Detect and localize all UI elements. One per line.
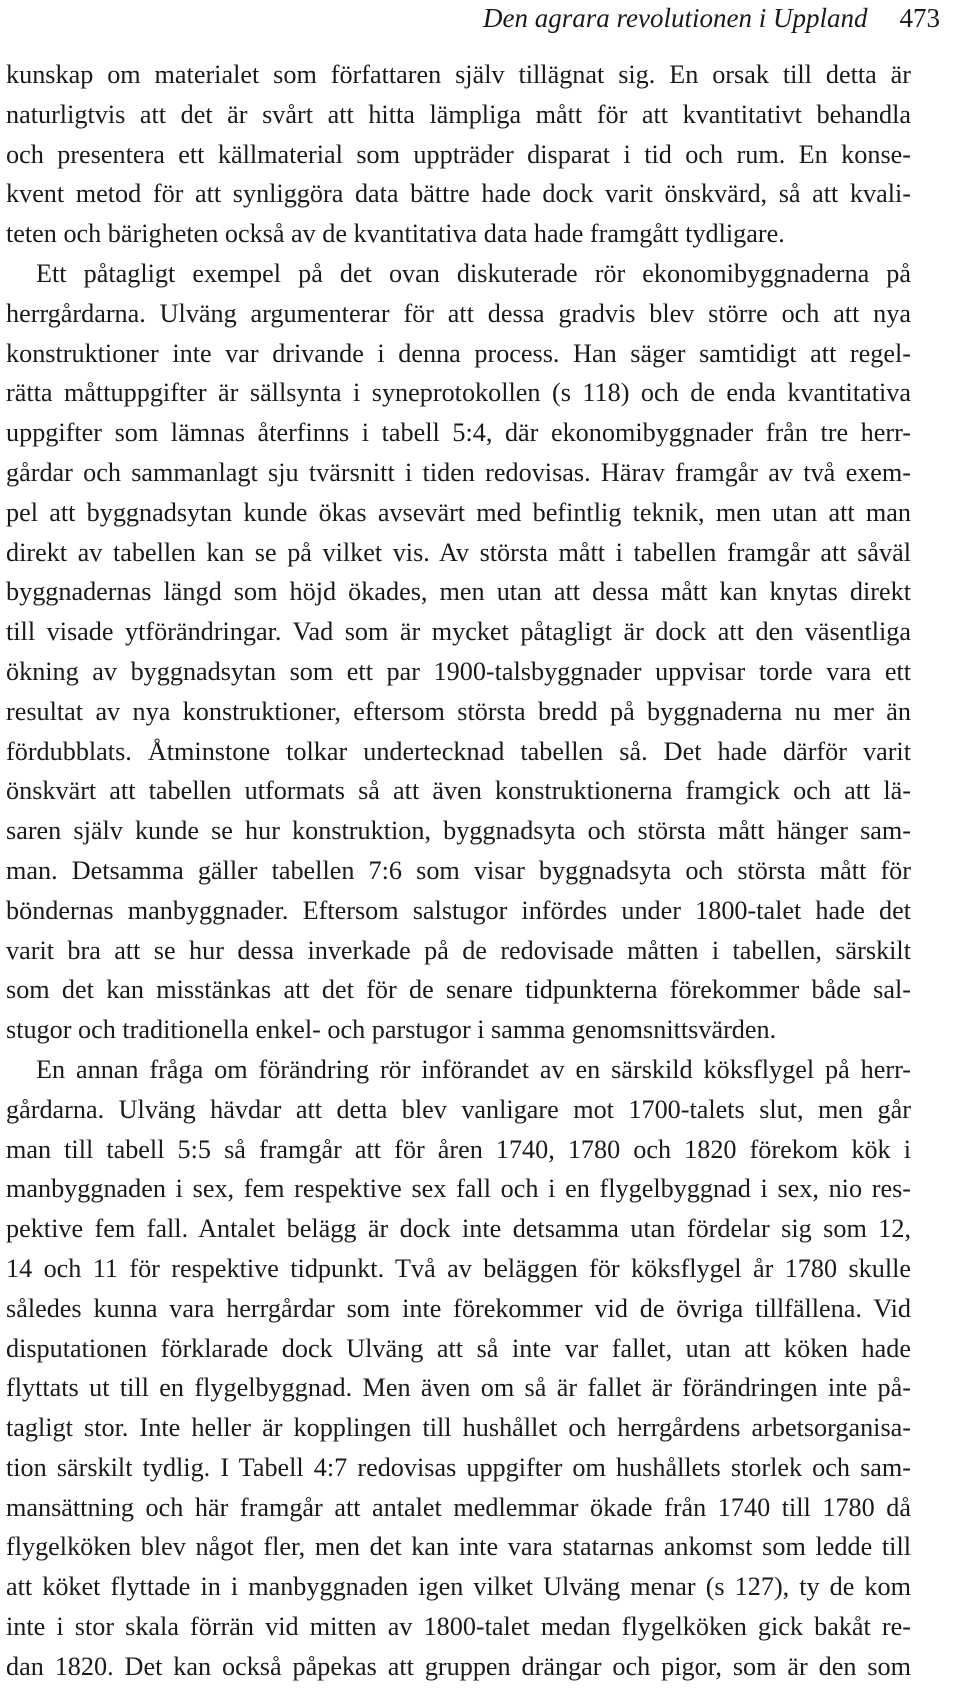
text-line: rätta måttuppgifter är sällsynta i syneprotokollen (s 118) och de enda kvantitativa (6, 378, 911, 408)
text-line: kvent metod för att synliggöra data bättre hade dock varit önskvärd, så att kvali- (6, 179, 911, 209)
page-number: 473 (899, 3, 940, 33)
text-line: till visade ytförändringar. Vad som är mycket påtagligt är dock att den väsentliga (6, 617, 911, 647)
text-line: mansättning och här framgår att antalet medlemmar ökade från 1740 till 1780 då (6, 1492, 911, 1522)
text-line: böndernas manbyggnader. Eftersom salstugor infördes under 1800-talet hade det (6, 895, 911, 925)
text-line: önskvärt att tabellen utformats så att även konstruktionerna framgick och att lä- (6, 776, 911, 806)
text-line: kunskap om materialet som författaren själv tillägnat sig. En orsak till detta är (6, 60, 911, 89)
running-head (483, 0, 940, 36)
text-line: naturligtvis att det är svårt att hitta lämpliga mått för att kvantitativt behandla (6, 99, 911, 129)
running-title: Den agrara revolutionen i Uppland (483, 3, 868, 33)
text-line: konstruktioner inte var drivande i denna process. Han säger samtidigt att regel- (6, 338, 911, 368)
text-line: fördubblats. Åtminstone tolkar undertecknad tabellen så. Det hade därför varit (6, 736, 911, 766)
text-line: disputationen förklarade dock Ulväng att så inte var fallet, utan att köken hade (6, 1333, 911, 1363)
text-line: man till tabell 5:5 så framgår att för åren 1740, 1780 och 1820 förekom kök i (6, 1134, 911, 1164)
text-line: tagligt stor. Inte heller är kopplingen till hushållet och herrgårdens arbetsorganisa- (6, 1413, 911, 1443)
text-line: och presentera ett källmaterial som uppträder disparat i tid och rum. En konse- (6, 139, 911, 169)
text-line: att köket flyttade in i manbyggnaden igen vilket Ulväng menar (s 127), ty de kom (6, 1572, 911, 1602)
text-line: som det kan misstänkas att det för de senare tidpunkterna förekommer både sal- (6, 975, 911, 1005)
text-line: inte i stor skala förrän vid mitten av 1800-talet medan flygelköken gick bakåt re- (6, 1612, 911, 1642)
text-line: direkt av tabellen kan se på vilket vis. Av största mått i tabellen framgår att såväl (6, 537, 911, 567)
text-line: pektive fem fall. Antalet belägg är dock inte detsamma utan fördelar sig som 12, (6, 1214, 911, 1244)
text-line: gårdar och sammanlagt sju tvärsnitt i tiden redovisas. Härav framgår av två exem- (6, 457, 911, 487)
text-line: herrgårdarna. Ulväng argumenterar för att dessa gradvis blev större och att nya (6, 298, 911, 328)
text-line: En annan fråga om förändring rör införandet av en särskild köksflygel på herr- (36, 1054, 911, 1084)
text-line: flygelköken blev något fler, men det kan inte vara statarnas ankomst som ledde till (6, 1532, 911, 1562)
text-line: man. Detsamma gäller tabellen 7:6 som visar byggnadsyta och största mått för (6, 855, 911, 885)
text-line: resultat av nya konstruktioner, eftersom största bredd på byggnaderna nu mer än (6, 696, 911, 726)
text-line: teten och bärigheten också av de kvantitativa data hade framgått tydligare. (6, 219, 785, 249)
text-line: gårdarna. Ulväng hävdar att detta blev vanligare mot 1700-talets slut, men går (6, 1094, 911, 1124)
text-line: byggnadernas längd som höjd ökades, men utan att dessa mått kan knytas direkt (6, 577, 911, 607)
text-line: pel att byggnadsytan kunde ökas avsevärt med befintlig teknik, men utan att man (6, 497, 911, 527)
text-line: uppgifter som lämnas återfinns i tabell 5:4, där ekonomibyggnader från tre herr- (6, 418, 911, 448)
text-line: 14 och 11 för respektive tidpunkt. Två av beläggen för köksflygel år 1780 skulle (6, 1253, 911, 1283)
text-line: tion särskilt tydlig. I Tabell 4:7 redovisas uppgifter om hushållets storlek och sam- (6, 1452, 911, 1482)
text-line: Ett påtagligt exempel på det ovan diskuterade rör ekonomibyggnaderna på (36, 258, 911, 288)
text-line: manbyggnaden i sex, fem respektive sex fall och i en flygelbyggnad i sex, nio res- (6, 1174, 911, 1204)
text-line: stugor och traditionella enkel- och parstugor i samma genomsnittsvärden. (6, 1015, 777, 1045)
text-line: flyttats ut till en flygelbyggnad. Men även om så är fallet är förändringen inte på- (6, 1373, 911, 1403)
text-line: varit bra att se hur dessa inverkade på de redovisade måtten i tabellen, särskilt (6, 935, 911, 965)
text-line: dan 1820. Det kan också påpekas att gruppen drängar och pigor, som är den som (6, 1651, 911, 1681)
text-line: saren själv kunde se hur konstruktion, byggnadsyta och största mått hänger sam- (6, 816, 911, 846)
text-line: således kunna vara herrgårdar som inte förekommer vid de övriga tillfällena. Vid (6, 1293, 911, 1323)
text-line: ökning av byggnadsytan som ett par 1900-talsbyggnader uppvisar torde vara ett (6, 656, 911, 686)
body-text (6, 58, 911, 1690)
